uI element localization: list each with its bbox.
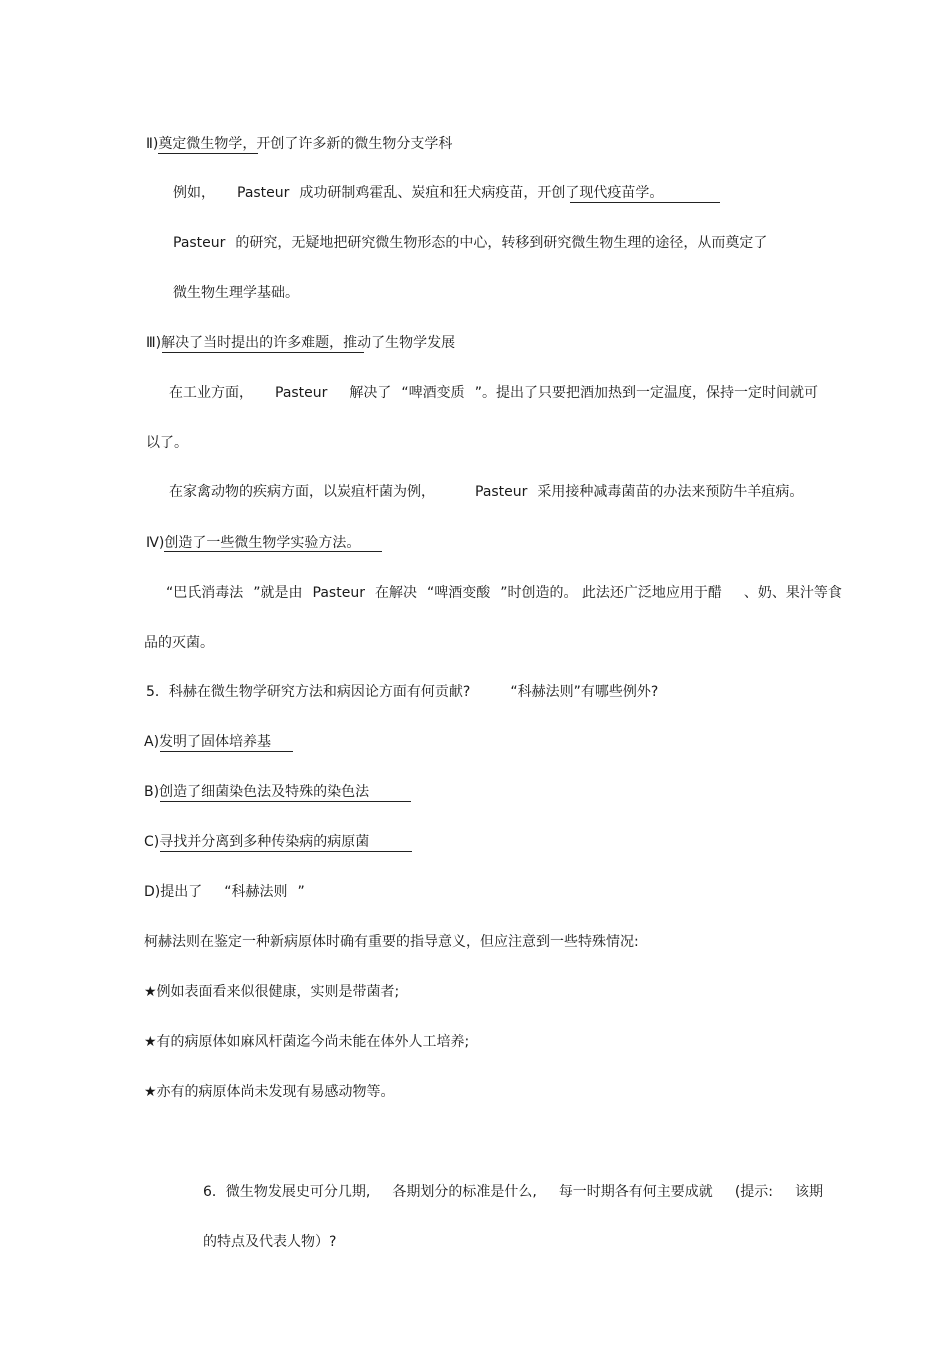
text-span: 例如， bbox=[173, 185, 215, 201]
list-marker: B) bbox=[144, 784, 160, 800]
text-span: 发明了固体培养基 bbox=[159, 734, 272, 750]
text-span: Pasteur bbox=[237, 185, 290, 201]
text-span: “科赫法则 bbox=[224, 884, 288, 900]
roman-marker: Ⅲ) bbox=[146, 335, 162, 351]
text-span: 在工业方面， bbox=[169, 385, 253, 401]
text-span: Pasteur bbox=[312, 585, 365, 601]
text-span: ”。提出了只要把酒加热到一定温度，保持一定时间就可 bbox=[474, 385, 818, 401]
paragraph-line: 微生物生理学基础。 bbox=[173, 285, 299, 301]
paragraph-line: 的特点及代表人物）? bbox=[203, 1234, 337, 1250]
text-span: “啤酒变质 bbox=[401, 385, 465, 401]
text-span: “科赫法则 bbox=[510, 684, 574, 700]
roman-marker: Ⅱ) bbox=[146, 136, 159, 152]
text-span: Pasteur bbox=[275, 385, 328, 401]
question-6 bbox=[203, 1183, 823, 1201]
roman-marker: Ⅳ) bbox=[146, 535, 165, 551]
bullet-item: ★亦有的病原体尚未发现有易感动物等。 bbox=[144, 1084, 395, 1100]
underline bbox=[160, 751, 293, 752]
text-span: Pasteur bbox=[475, 484, 528, 500]
question-5 bbox=[146, 683, 658, 701]
text-span: ”就是由 bbox=[253, 585, 303, 601]
text-span: 各期划分的标准是什么, bbox=[392, 1184, 537, 1200]
text-span: 成功研制鸡霍乱、炭疽和狂犬病疫苗，开创了现代疫苗学。 bbox=[299, 185, 664, 201]
text-span: Pasteur bbox=[173, 235, 226, 251]
underline bbox=[160, 851, 412, 852]
text-span: 5．科赫在微生物学研究方法和病因论方面有何贡献? bbox=[146, 684, 471, 700]
paragraph-line bbox=[169, 384, 818, 402]
paragraph-line bbox=[173, 234, 767, 252]
text-span: ”有哪些例外? bbox=[573, 684, 659, 700]
text-span: 创造了细菌染色法及特殊的染色法 bbox=[159, 784, 370, 800]
heading-iv bbox=[146, 534, 360, 552]
underline bbox=[570, 202, 720, 203]
heading-text: 奠定微生物学，开创了许多新的微生物分支学科 bbox=[158, 136, 453, 152]
list-marker: A) bbox=[144, 734, 160, 750]
heading-text: 创造了一些微生物学实验方法。 bbox=[164, 535, 361, 551]
underline bbox=[158, 153, 258, 154]
paragraph-line: 柯赫法则在鉴定一种新病原体时确有重要的指导意义，但应注意到一些特殊情况: bbox=[144, 934, 639, 950]
paragraph-line: 品的灭菌。 bbox=[144, 635, 214, 651]
text-span: 在家禽动物的疾病方面，以炭疽杆菌为例， bbox=[169, 484, 435, 500]
underline bbox=[160, 801, 411, 802]
text-span: D)提出了 bbox=[144, 884, 203, 900]
text-span: 的研究，无疑地把研究微生物形态的中心，转移到研究微生物生理的途径，从而奠定了 bbox=[235, 235, 768, 251]
text-span: (提示: bbox=[734, 1184, 773, 1200]
heading-ii bbox=[146, 135, 452, 153]
text-span: ”时创造的。 此法还广泛地应用于醋 bbox=[500, 585, 722, 601]
text-span: 每一时期各有何主要成就 bbox=[558, 1184, 713, 1200]
heading-text: 解决了当时提出的许多难题，推动了生物学发展 bbox=[161, 335, 456, 351]
text-span: 采用接种减毒菌苗的办法来预防牛羊疽病。 bbox=[537, 484, 804, 500]
text-span: ” bbox=[297, 884, 305, 900]
heading-iii bbox=[146, 334, 455, 352]
list-item-a bbox=[144, 733, 271, 751]
list-item-d bbox=[144, 883, 305, 901]
text-span: “啤酒变酸 bbox=[426, 585, 491, 601]
paragraph-line bbox=[166, 584, 842, 602]
list-marker: C) bbox=[144, 834, 160, 850]
bullet-item: ★例如表面看来似很健康，实则是带菌者; bbox=[144, 984, 400, 1000]
list-item-c bbox=[144, 833, 369, 851]
paragraph-line bbox=[169, 483, 803, 501]
bullet-item: ★有的病原体如麻风杆菌迄今尚未能在体外人工培养; bbox=[144, 1034, 470, 1050]
text-span: 解决了 bbox=[349, 385, 392, 401]
list-item-b bbox=[144, 783, 369, 801]
text-span: 在解决 bbox=[374, 585, 417, 601]
text-span: 6．微生物发展史可分几期, bbox=[203, 1184, 371, 1200]
underline bbox=[164, 551, 382, 552]
text-span: “巴氏消毒法 bbox=[166, 585, 244, 601]
text-span: 该期 bbox=[795, 1184, 823, 1200]
underline bbox=[162, 352, 364, 353]
paragraph-line: 以了。 bbox=[146, 435, 188, 451]
text-span: 、奶、果汁等食 bbox=[743, 585, 842, 601]
paragraph-line bbox=[173, 184, 663, 202]
text-span: 寻找并分离到多种传染病的病原菌 bbox=[159, 834, 370, 850]
